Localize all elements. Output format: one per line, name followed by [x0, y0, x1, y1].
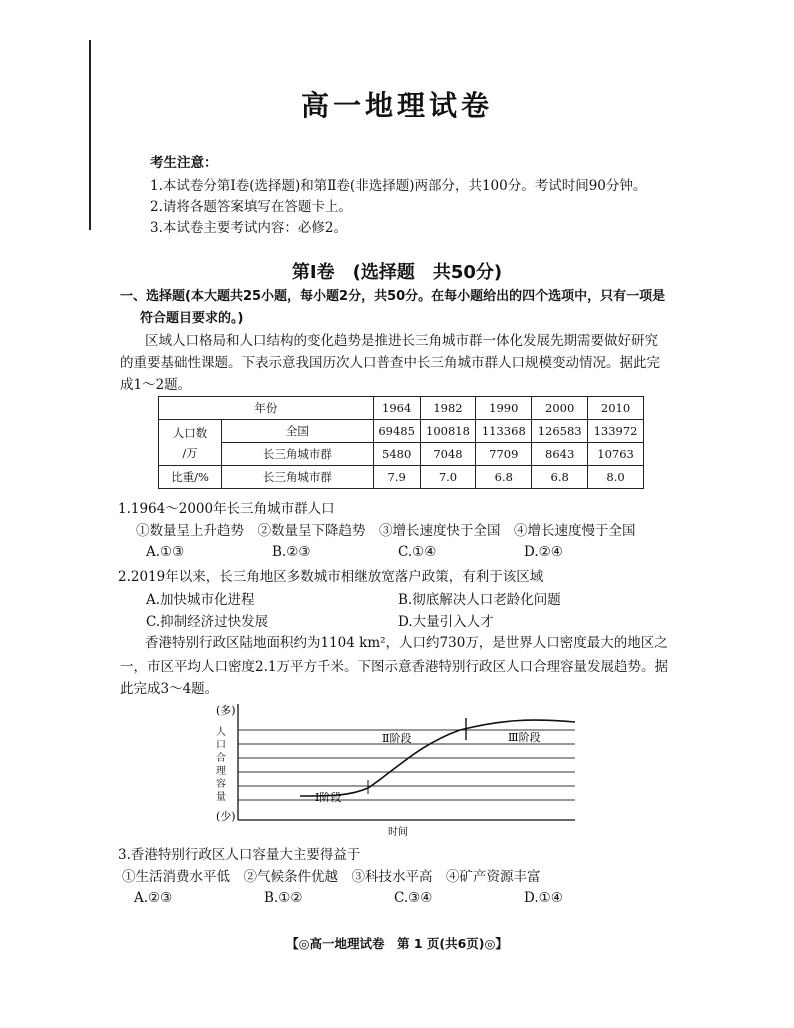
- q3-statements: ①生活消费水平低 ②气候条件优越 ③科技水平高 ④矿产资源丰富: [122, 869, 541, 885]
- q2-option-d: D.大量引入人才: [398, 614, 494, 630]
- table-cell: 5480: [373, 443, 420, 466]
- passage2-line3: 此完成3～4题。: [120, 681, 219, 697]
- y-axis-label: 人口合理容量: [216, 727, 226, 803]
- stage-2-label: Ⅱ阶段: [382, 732, 412, 745]
- table-row: [159, 443, 644, 466]
- q1-option-c: C.①④: [398, 544, 437, 560]
- y-axis-label-box: [216, 726, 232, 812]
- q1-option-a: A.①③: [146, 544, 185, 560]
- table-cell: 113368: [476, 420, 532, 443]
- passage2-line2: 一，市区平均人口密度2.1万平方千米。下图示意香港特别行政区人口合理容量发展趋势。据: [120, 659, 668, 675]
- table-row: [159, 397, 644, 420]
- passage1-line2: 的重要基础性课题。下表示意我国历次人口普查中长三角城市群人口规模变动情况。据此完: [120, 355, 660, 371]
- table-cell: 69485: [373, 420, 420, 443]
- table-cell: 8643: [532, 443, 588, 466]
- table-row-group-label: 人口数 /万: [159, 420, 222, 466]
- x-axis-label: 时间: [388, 827, 408, 838]
- table-cell: 7709: [476, 443, 532, 466]
- table-cell: 1964: [373, 397, 420, 420]
- table-cell: 100818: [420, 420, 476, 443]
- notice-heading: 考生注意：: [150, 155, 218, 171]
- table-ratio-label: 比重/%: [159, 466, 222, 489]
- table-header-year: 年份: [159, 397, 374, 420]
- passage2-line1: 香港特别行政区陆地面积约为1104 km²，人口约730万，是世界人口密度最大的地区之: [145, 635, 668, 651]
- section-instruction-2: 符合题目要求的。): [140, 311, 244, 326]
- notice-item-1: 1.本试卷分第Ⅰ卷(选择题)和第Ⅱ卷(非选择题)两部分，共100分。考试时间90分钟。: [150, 178, 647, 194]
- table-cell: 2000: [532, 397, 588, 420]
- notice-item-2: 2.请将各题答案填写在答题卡上。: [150, 199, 352, 215]
- table-row: [159, 466, 644, 489]
- q3-option-a: A.②③: [134, 890, 173, 906]
- capacity-figure: [210, 700, 590, 840]
- table-cell: 6.8: [476, 466, 532, 489]
- q1-option-b: B.②③: [272, 544, 311, 560]
- q1-stem: 1.1964～2000年长三角城市群人口: [118, 501, 335, 517]
- table-cell: 7048: [420, 443, 476, 466]
- section-title: 第Ⅰ卷 (选择题 共50分): [291, 262, 503, 283]
- section-instruction-1: 一、选择题(本大题共25小题，每小题2分，共50分。在每小题给出的四个选项中，只有一项是: [120, 289, 666, 304]
- population-table: [158, 396, 644, 489]
- passage1-line1: 区域人口格局和人口结构的变化趋势是推进长三角城市群一体化发展先期需要做好研究: [145, 333, 658, 349]
- q2-option-a: A.加快城市化进程: [146, 592, 255, 608]
- notice-item-3: 3.本试卷主要考试内容：必修2。: [150, 220, 347, 236]
- table-cell: 1982: [420, 397, 476, 420]
- q2-option-b: B.彻底解决人口老龄化问题: [398, 592, 561, 608]
- table-cell: 7.0: [420, 466, 476, 489]
- table-cell: 10763: [588, 443, 644, 466]
- table-cell: 126583: [532, 420, 588, 443]
- table-cell: 7.9: [373, 466, 420, 489]
- q1-statements: ①数量呈上升趋势 ②数量呈下降趋势 ③增长速度快于全国 ④增长速度慢于全国: [136, 523, 636, 539]
- q3-option-d: D.①④: [524, 890, 563, 906]
- q1-option-d: D.②④: [524, 544, 563, 560]
- q2-stem: 2.2019年以来，长三角地区多数城市相继放宽落户政策，有利于该区域: [118, 569, 544, 585]
- passage1-line3: 成1～2题。: [120, 377, 192, 393]
- table-row-label: 长三角城市群: [222, 443, 374, 466]
- table-row-label: 全国: [222, 420, 374, 443]
- y-bottom-label: (少): [216, 810, 236, 823]
- page-title: 高一地理试卷: [300, 89, 493, 122]
- q2-option-c: C.抑制经济过快发展: [146, 614, 269, 630]
- y-top-label: (多): [216, 704, 236, 717]
- stage-3-label: Ⅲ阶段: [508, 731, 541, 744]
- table-cell: 6.8: [532, 466, 588, 489]
- page-footer: 【◎高一地理试卷 第 1 页(共6页)◎】: [286, 936, 508, 951]
- q3-option-b: B.①②: [264, 890, 303, 906]
- stage-1-label: Ⅰ阶段: [315, 791, 342, 804]
- table-cell: 133972: [588, 420, 644, 443]
- table-cell: 1990: [476, 397, 532, 420]
- q3-option-c: C.③④: [394, 890, 433, 906]
- table-row-label: 长三角城市群: [222, 466, 374, 489]
- q3-stem: 3.香港特别行政区人口容量大主要得益于: [118, 847, 361, 863]
- margin-line: [89, 40, 91, 230]
- table-cell: 2010: [588, 397, 644, 420]
- table-row: [159, 420, 644, 443]
- table-cell: 8.0: [588, 466, 644, 489]
